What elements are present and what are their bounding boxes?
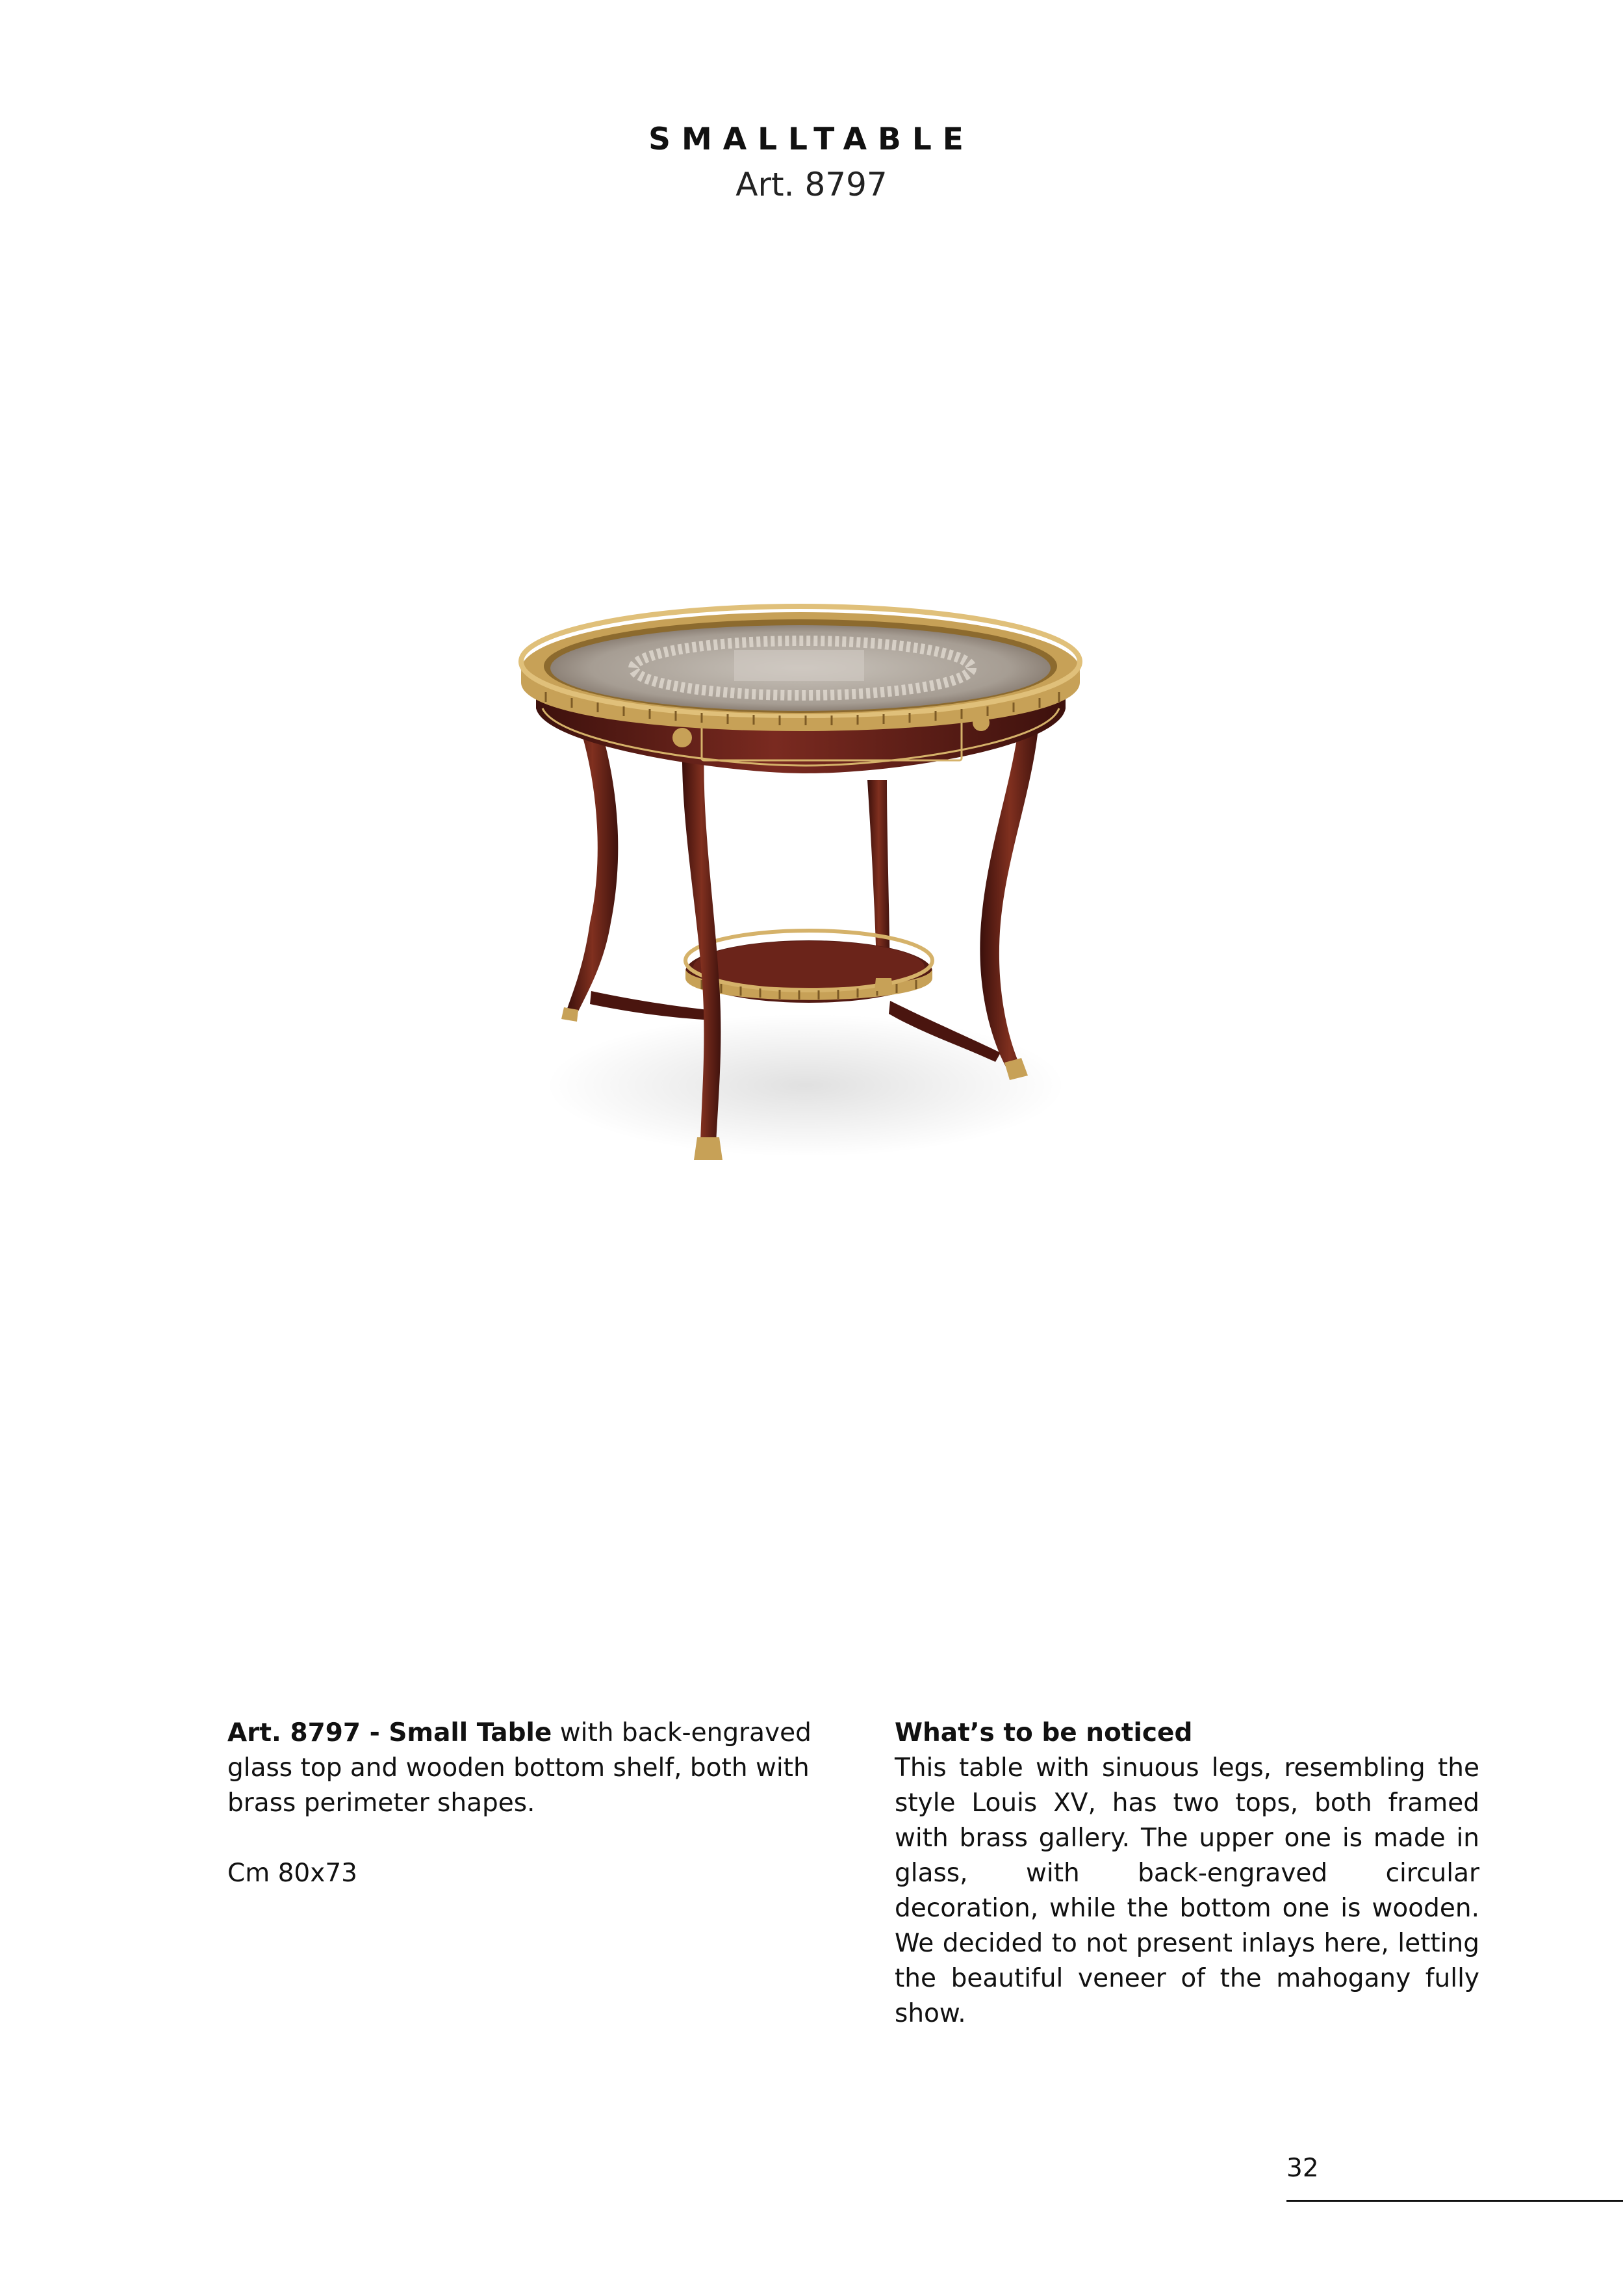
table-photo xyxy=(507,585,1105,1222)
small-table-illustration xyxy=(507,585,1105,1222)
page-title: SMALLTABLE xyxy=(648,122,975,157)
description-paragraph xyxy=(227,1716,812,1821)
apron-rosette-left xyxy=(672,728,692,747)
product-description xyxy=(227,1716,812,1891)
stretcher-left xyxy=(590,991,716,1020)
footer-rule xyxy=(1286,2200,1623,2202)
page-number: 32 xyxy=(1286,2154,1319,2183)
sabot-back-left xyxy=(561,1007,578,1022)
notice-body: This table with sinuous legs, resembling the style Louis XV, has two tops, both framed with brass gallery. The upper one is made in glass, with back-engraved circular decoration, while the bottom one is wooden. We decided to not present inlays here, letting the beautiful veneer of the mahogany fully show. xyxy=(895,1753,1479,2028)
floor-shadow xyxy=(546,1014,1066,1157)
notice-heading: What’s to be noticed xyxy=(895,1718,1193,1748)
back-leg-left xyxy=(567,718,618,1014)
description-text: with back-engraved glass top and wooden bottom shelf, both with brass perimeter shapes. xyxy=(227,1718,812,1818)
sabot-front-left xyxy=(694,1137,722,1160)
article-number: Art. 8797 xyxy=(735,166,888,203)
glass-reflection xyxy=(734,650,864,681)
notice-section xyxy=(895,1716,1479,2032)
front-leg-right xyxy=(980,715,1040,1069)
description-lead: Art. 8797 - Small Table xyxy=(227,1718,552,1748)
dimensions: Cm 80x73 xyxy=(227,1859,357,1888)
sabot-back-center xyxy=(875,978,893,991)
